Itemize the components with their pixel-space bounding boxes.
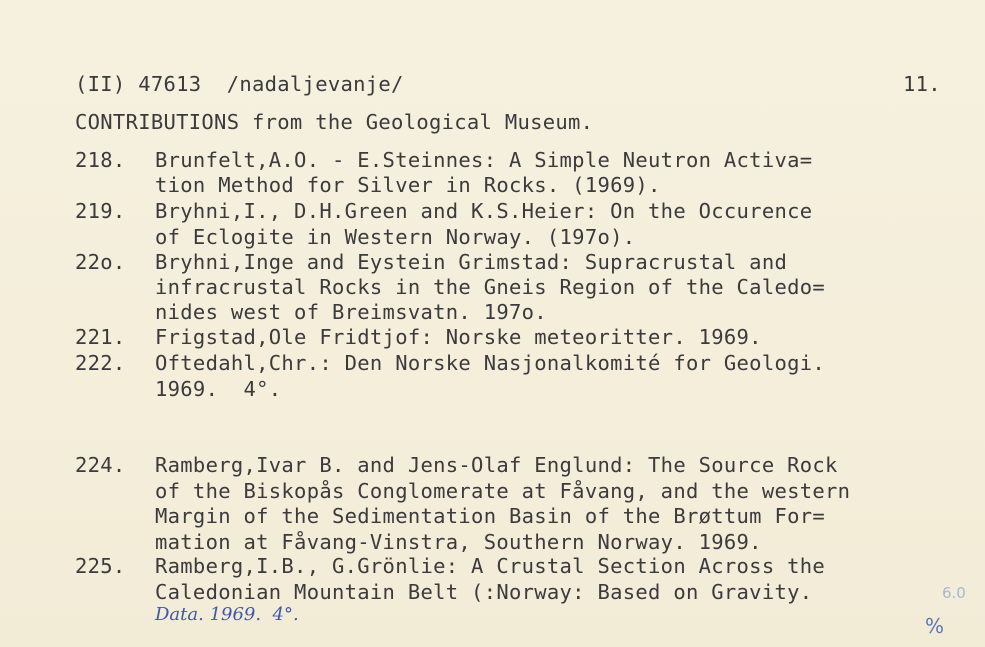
entry-number: 222. [75,351,126,375]
entry-text: Margin of the Sedimentation Basin of the Brøttum For= [155,504,826,528]
entry-text: tion Method for Silver in Rocks. (1969). [155,173,661,197]
entry-text: 1969. 4°. [155,377,282,401]
entry-number: 225. [75,554,126,578]
entry-text: Ramberg,I.B., G.Grönlie: A Crustal Section Across the [155,554,826,578]
series-title: CONTRIBUTIONS from the Geological Museum. [75,110,594,134]
entry-text: of Eclogite in Western Norway. (197o). [155,225,636,249]
pencil-mark: % [925,614,945,638]
entry-text: Caledonian Mountain Belt (:Norway: Based on Gravity. [155,580,813,604]
entry-text: Brunfelt,A.O. - E.Steinnes: A Simple Neutron Activa= [155,148,813,172]
page-number: 11. [903,72,941,96]
entry-text: Frigstad,Ole Fridtjof: Norske meteoritter. 1969. [155,325,762,349]
pencil-mark-light: 6.0 [942,584,966,602]
entry-text: of the Biskopås Conglomerate at Fåvang, and the western [155,479,851,503]
entry-number: 218. [75,148,126,172]
entry-number: 221. [75,325,126,349]
entry-text: Ramberg,Ivar B. and Jens-Olaf Englund: The Source Rock [155,453,838,477]
entry-number: 224. [75,453,126,477]
entry-text: mation at Fåvang-Vinstra, Southern Norway. 1969. [155,530,762,554]
entry-text: Bryhni,Inge and Eystein Grimstad: Supracrustal and [155,250,788,274]
entry-text: nides west of Breimsvatn. 197o. [155,300,547,324]
entry-text: infracrustal Rocks in the Gneis Region of the Caledo= [155,275,826,299]
card-reference: (II) 47613 /nadaljevanje/ [75,72,404,96]
entry-text: Bryhni,I., D.H.Green and K.S.Heier: On the Occurence [155,199,813,223]
entry-number: 219. [75,199,126,223]
handwritten-note: Data. 1969. 4°. [155,604,299,625]
entry-number: 22o. [75,250,126,274]
entry-text: Oftedahl,Chr.: Den Norske Nasjonalkomité for Geologi. [155,351,826,375]
